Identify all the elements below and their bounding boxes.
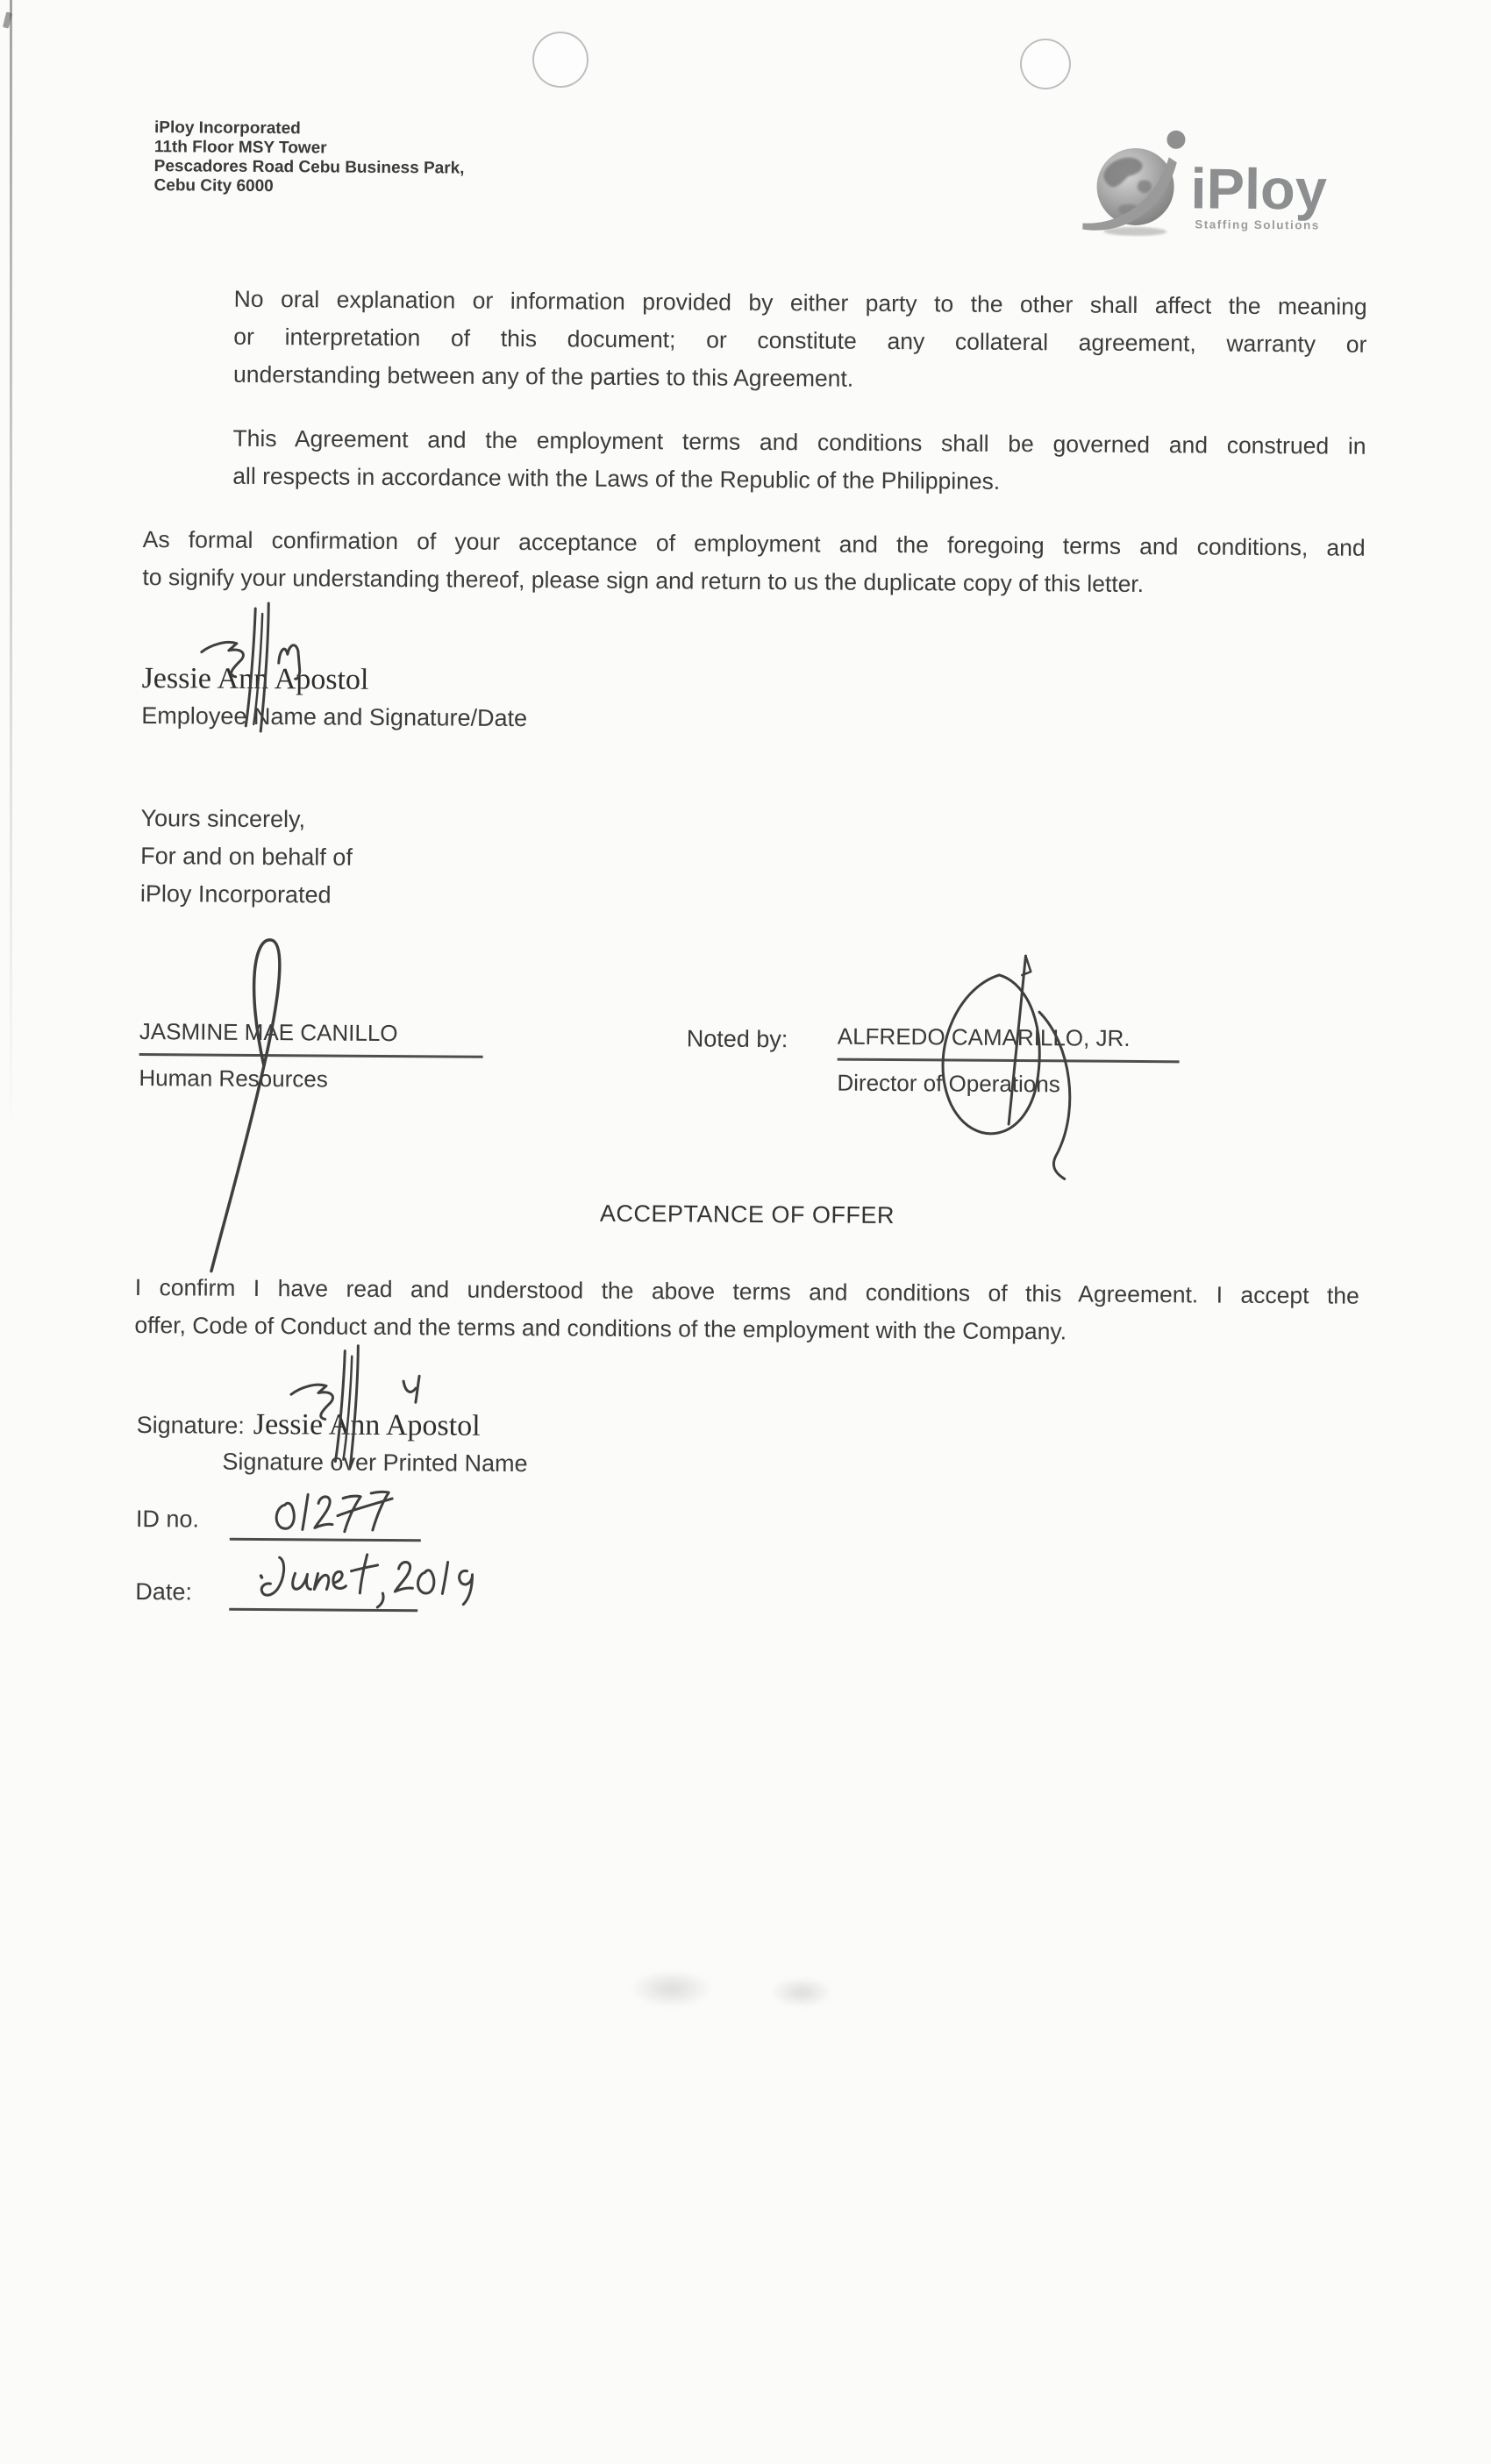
closing-line: For and on behalf of (140, 843, 353, 871)
paragraph-line: offer, Code of Conduct and the terms and conditions of the employment with the Company. (134, 1312, 1067, 1345)
paragraph-line: No oral explanation or information provided by either party to the other shall affect the meaning (233, 285, 1367, 320)
acceptance-paragraph (134, 1269, 1359, 1353)
globe-swoosh-icon (1082, 125, 1346, 241)
ops-signatory-name: ALFREDO CAMARILLO, JR. (838, 1023, 1180, 1064)
tagline-text: Staffing Solutions (1195, 217, 1320, 232)
hr-signatory-name: JASMINE MAE CANILLO (139, 1018, 483, 1058)
noted-by-label: Noted by: (686, 1025, 788, 1053)
paragraph-line: I confirm I have read and understood the above terms and conditions of this Agreement. I accept the (134, 1274, 1359, 1309)
company-address-line: Cebu City 6000 (153, 176, 274, 196)
paragraph-line: all respects in accordance with the Laws of the Republic of the Philippines. (232, 462, 1001, 495)
id-label: ID no. (135, 1506, 200, 1533)
date-label: Date: (135, 1578, 193, 1606)
ops-signature-ink (870, 950, 1170, 1188)
date-handwritten-value (249, 1543, 504, 1615)
employee-signature-ink (190, 601, 340, 733)
signature-label: Signature: (136, 1412, 245, 1439)
company-address (153, 118, 464, 197)
employee-printed-name: Jessie Ann Apostol (141, 662, 369, 696)
closing-block (140, 800, 353, 915)
paragraph-line: This Agreement and the employment terms and conditions shall be governed and construed in (232, 424, 1366, 459)
paragraph-line: understanding between any of the parties to this Agreement. (232, 360, 854, 392)
paragraph-line: or interpretation of this document; or constitute any collateral agreement, warranty or (233, 323, 1367, 358)
ops-signatory-title: Director of Operations (837, 1069, 1060, 1098)
iploy-logo (1082, 125, 1346, 241)
employee-name-caption: Employee Name and Signature/Date (141, 702, 528, 732)
id-handwritten-value (262, 1484, 411, 1546)
acceptance-heading: ACCEPTANCE OF OFFER (599, 1200, 895, 1229)
company-address-line: iPloy Incorporated (153, 118, 301, 139)
company-address-line: 11th Floor MSY Tower (153, 138, 327, 158)
signature-printed-name: Jessie Ann Apostol (253, 1407, 481, 1442)
body-paragraph-oral-explanation (233, 281, 1367, 402)
brand-text: iPloy (1190, 156, 1328, 222)
closing-line: iPloy Incorporated (139, 880, 332, 908)
signature-over-printed-name-caption: Signature over Printed Name (222, 1448, 528, 1478)
paragraph-line: to signify your understanding thereof, please sign and return to us the duplicate copy of this letter. (142, 564, 1145, 598)
body-paragraph-governing-law (232, 420, 1366, 503)
hr-signatory-title: Human Resources (139, 1065, 328, 1093)
closing-line: Yours sincerely, (140, 805, 306, 833)
paragraph-line: As formal confirmation of your acceptance of employment and the foregoing terms and conditions, and (142, 526, 1366, 561)
company-address-line: Pescadores Road Cebu Business Park, (153, 157, 465, 178)
body-paragraph-formal-confirmation (142, 521, 1366, 605)
